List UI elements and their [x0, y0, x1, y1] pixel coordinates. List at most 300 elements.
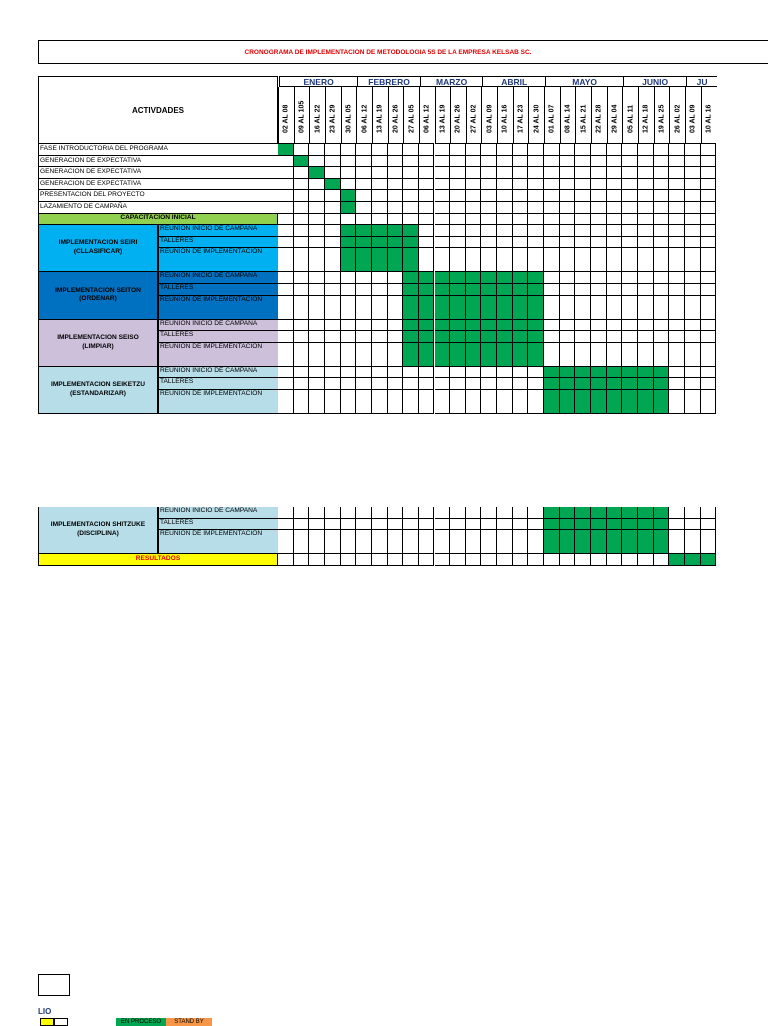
sub-activity-cell-14 — [497, 530, 513, 554]
activity-cell-14 — [497, 156, 513, 168]
activity-cell-7 — [388, 179, 404, 191]
week-24 — [654, 87, 670, 144]
sub-activity-cell-26 — [685, 284, 701, 296]
month-6: JU — [686, 76, 717, 87]
sub-activity-cell-25 — [669, 343, 685, 367]
sub-activity-cell-14 — [497, 390, 513, 414]
sub-activity-cell-8 — [403, 507, 419, 519]
activity-cell-4 — [341, 167, 357, 179]
sub-activity-cell-27 — [701, 507, 717, 519]
sub-activity-cell-13 — [481, 378, 497, 390]
phase-cell-3 — [325, 554, 341, 566]
sub-activity: TALLERES — [158, 284, 278, 296]
sub-activity-cell-14 — [497, 237, 513, 249]
sub-activity-cell-11 — [450, 320, 466, 332]
sub-activity-cell-4 — [341, 272, 357, 284]
sub-activity-cell-3 — [325, 530, 341, 554]
sub-activity-cell-7 — [388, 225, 404, 237]
activity-cell-8 — [403, 167, 419, 179]
sub-activity-cell-8 — [403, 343, 419, 367]
activity-cell-19 — [575, 144, 591, 156]
sub-activity-cell-6 — [372, 378, 388, 390]
sub-activity-cell-6 — [372, 331, 388, 343]
week-label: 27 AL 02 — [470, 104, 478, 133]
sub-activity-cell-22 — [622, 331, 638, 343]
activity-cell-0 — [278, 179, 294, 191]
activity-cell-11 — [450, 190, 466, 202]
sub-activity-cell-6 — [372, 237, 388, 249]
sub-activity-cell-14 — [497, 225, 513, 237]
sub-activity-cell-5 — [356, 507, 372, 519]
sub-activity-cell-18 — [560, 320, 576, 332]
sub-activity-cell-4 — [341, 296, 357, 320]
sub-activity-cell-11 — [450, 296, 466, 320]
sub-activity-cell-27 — [701, 367, 717, 379]
sub-activity-cell-9 — [419, 296, 435, 320]
sub-activity-cell-19 — [575, 225, 591, 237]
activity-cell-27 — [701, 144, 717, 156]
sub-activity-cell-15 — [513, 378, 529, 390]
activity-cell-19 — [575, 190, 591, 202]
sub-activity-cell-18 — [560, 378, 576, 390]
activity-cell-0 — [278, 167, 294, 179]
activity-cell-22 — [622, 144, 638, 156]
sub-activity-cell-10 — [435, 390, 451, 414]
activity-cell-26 — [685, 179, 701, 191]
sub-activity-cell-5 — [356, 296, 372, 320]
week-label: 27 AL 05 — [408, 104, 415, 133]
activity-cell-22 — [622, 202, 638, 214]
sub-activity-cell-6 — [372, 248, 388, 272]
phase-cell-8 — [403, 214, 419, 226]
sub-activity-cell-6 — [372, 367, 388, 379]
activity-cell-8 — [403, 156, 419, 168]
sub-activity-cell-12 — [466, 248, 482, 272]
phase-cell-1 — [294, 214, 310, 226]
sub-activity-cell-26 — [685, 507, 701, 519]
sub-activity-cell-8 — [403, 367, 419, 379]
activity-cell-13 — [481, 190, 497, 202]
phase-cell-11 — [450, 554, 466, 566]
week-22 — [622, 87, 638, 144]
sub-activity-cell-22 — [622, 320, 638, 332]
phase-label: IMPLEMENTACION SHITZUKE (DISCIPLINA) — [38, 507, 158, 554]
sub-activity-cell-16 — [528, 248, 544, 272]
phase-cell-4 — [341, 214, 357, 226]
week-label: 23 AL 29 — [329, 104, 337, 133]
sub-activity-cell-0 — [278, 367, 294, 379]
sub-activity-cell-22 — [622, 343, 638, 367]
activity-cell-5 — [356, 179, 372, 191]
activity-cell-14 — [497, 202, 513, 214]
sub-activity-cell-1 — [294, 367, 310, 379]
week-21 — [607, 87, 623, 144]
sub-activity-cell-6 — [372, 296, 388, 320]
activity-cell-4 — [341, 156, 357, 168]
sub-activity-cell-10 — [435, 530, 451, 554]
sub-activity-cell-17 — [544, 296, 560, 320]
sub-activity-cell-18 — [560, 343, 576, 367]
activity-cell-3 — [325, 167, 341, 179]
sub-activity-cell-21 — [607, 296, 623, 320]
sub-activity-cell-17 — [544, 519, 560, 531]
sub-activity-cell-18 — [560, 507, 576, 519]
phase-cell-10 — [435, 214, 451, 226]
sub-activity-cell-23 — [638, 367, 654, 379]
sub-activity-cell-20 — [591, 530, 607, 554]
sub-activity-cell-18 — [560, 390, 576, 414]
activity-cell-1 — [294, 202, 310, 214]
activity-cell-20 — [591, 167, 607, 179]
sub-activity-cell-0 — [278, 507, 294, 519]
sub-activity-cell-9 — [419, 507, 435, 519]
sub-activity-cell-27 — [701, 320, 717, 332]
sub-activity-cell-4 — [341, 507, 357, 519]
sub-activity-cell-14 — [497, 367, 513, 379]
sub-activity-cell-21 — [607, 507, 623, 519]
sub-activity-cell-4 — [341, 225, 357, 237]
activity-cell-1 — [294, 144, 310, 156]
sub-activity-cell-13 — [481, 507, 497, 519]
sub-activity-cell-26 — [685, 519, 701, 531]
sub-activity-cell-14 — [497, 343, 513, 367]
phase-cell-4 — [341, 554, 357, 566]
sub-activity-cell-14 — [497, 519, 513, 531]
sub-activity-cell-15 — [513, 343, 529, 367]
sub-activity: REUNION INICIO DE CAMPAÑA — [158, 367, 278, 379]
sub-activity-cell-15 — [513, 331, 529, 343]
sub-activity-cell-12 — [466, 296, 482, 320]
sub-activity-cell-0 — [278, 519, 294, 531]
activity-cell-18 — [560, 190, 576, 202]
sub-activity-cell-10 — [435, 367, 451, 379]
activity-cell-1 — [294, 167, 310, 179]
week-label: 20 AL 26 — [392, 104, 400, 133]
sub-activity-cell-21 — [607, 225, 623, 237]
sub-activity-cell-3 — [325, 507, 341, 519]
sub-activity-cell-27 — [701, 331, 717, 343]
activity-cell-27 — [701, 202, 717, 214]
sub-activity-cell-15 — [513, 367, 529, 379]
sub-activity-cell-13 — [481, 367, 497, 379]
sub-activity-cell-3 — [325, 519, 341, 531]
sub-activity-cell-20 — [591, 320, 607, 332]
activity-cell-23 — [638, 144, 654, 156]
sub-activity-cell-13 — [481, 237, 497, 249]
phase-cell-10 — [435, 554, 451, 566]
sub-activity-cell-12 — [466, 367, 482, 379]
sub-activity-cell-12 — [466, 390, 482, 414]
sub-activity-cell-0 — [278, 296, 294, 320]
activity-cell-22 — [622, 190, 638, 202]
phase-cell-5 — [356, 554, 372, 566]
activity-cell-7 — [388, 156, 404, 168]
sub-activity-cell-8 — [403, 378, 419, 390]
sub-activity-cell-15 — [513, 507, 529, 519]
sub-activity-cell-22 — [622, 284, 638, 296]
sub-activity: TALLERES — [158, 237, 278, 249]
sub-activity-cell-16 — [528, 272, 544, 284]
sub-activity-cell-0 — [278, 320, 294, 332]
activity-cell-20 — [591, 179, 607, 191]
activity-cell-17 — [544, 190, 560, 202]
sub-activity-cell-11 — [450, 367, 466, 379]
sub-activity-cell-4 — [341, 530, 357, 554]
week-7 — [388, 87, 404, 144]
sub-activity-cell-9 — [419, 331, 435, 343]
activity-cell-1 — [294, 190, 310, 202]
activity-cell-2 — [309, 156, 325, 168]
sub-activity-cell-0 — [278, 284, 294, 296]
sub-activity-cell-13 — [481, 248, 497, 272]
sub-activity-cell-22 — [622, 507, 638, 519]
activity-cell-11 — [450, 167, 466, 179]
activity-cell-9 — [419, 202, 435, 214]
sub-activity-cell-17 — [544, 343, 560, 367]
activity-cell-10 — [435, 156, 451, 168]
sub-activity-cell-7 — [388, 519, 404, 531]
phase-cell-2 — [309, 214, 325, 226]
activity-cell-16 — [528, 167, 544, 179]
sub-activity-cell-17 — [544, 248, 560, 272]
sub-activity-cell-4 — [341, 320, 357, 332]
sub-activity-cell-22 — [622, 272, 638, 284]
activity-cell-26 — [685, 167, 701, 179]
week-label: 22 AL 28 — [595, 104, 603, 133]
sub-activity-cell-19 — [575, 507, 591, 519]
sub-activity-cell-7 — [388, 331, 404, 343]
activity-cell-20 — [591, 202, 607, 214]
sub-activity-cell-15 — [513, 296, 529, 320]
activity-cell-3 — [325, 156, 341, 168]
sub-activity-cell-3 — [325, 390, 341, 414]
sub-activity-cell-12 — [466, 272, 482, 284]
sub-activity-cell-15 — [513, 320, 529, 332]
sub-activity-cell-3 — [325, 367, 341, 379]
activity-cell-8 — [403, 202, 419, 214]
sub-activity-cell-21 — [607, 248, 623, 272]
sub-activity-cell-3 — [325, 296, 341, 320]
sub-activity-cell-16 — [528, 331, 544, 343]
week-label: 03 AL 09 — [486, 104, 494, 133]
week-label: 26 AL 02 — [674, 104, 682, 133]
sub-activity-cell-17 — [544, 507, 560, 519]
phase-cell-9 — [419, 214, 435, 226]
sub-activity-cell-10 — [435, 225, 451, 237]
sub-activity-cell-5 — [356, 331, 372, 343]
phase-cell-6 — [372, 214, 388, 226]
activity-cell-11 — [450, 202, 466, 214]
activity-cell-13 — [481, 144, 497, 156]
activity-cell-5 — [356, 202, 372, 214]
activity-label: FASE INTRODUCTORIA DEL PROGRAMA — [38, 144, 278, 156]
phase-cell-12 — [466, 214, 482, 226]
week-13 — [481, 87, 497, 144]
sub-activity-cell-2 — [309, 237, 325, 249]
sub-activity: TALLERES — [158, 519, 278, 531]
week-1 — [294, 87, 310, 144]
activity-cell-17 — [544, 167, 560, 179]
sub-activity-cell-11 — [450, 343, 466, 367]
sub-activity-cell-0 — [278, 378, 294, 390]
sub-activity-cell-24 — [654, 378, 670, 390]
activity-cell-24 — [654, 179, 670, 191]
sub-activity-cell-4 — [341, 367, 357, 379]
sub-activity-cell-15 — [513, 237, 529, 249]
activity-cell-16 — [528, 202, 544, 214]
activity-cell-14 — [497, 179, 513, 191]
sub-activity-cell-16 — [528, 378, 544, 390]
sub-activity-cell-4 — [341, 343, 357, 367]
activity-cell-17 — [544, 156, 560, 168]
week-label: 08 AL 14 — [564, 104, 572, 133]
sub-activity-cell-5 — [356, 248, 372, 272]
sub-activity-cell-13 — [481, 390, 497, 414]
phase-cell-19 — [575, 214, 591, 226]
sub-activity-cell-22 — [622, 530, 638, 554]
sub-activity-cell-21 — [607, 378, 623, 390]
sub-activity-cell-9 — [419, 237, 435, 249]
month-4: MAYO — [545, 76, 623, 87]
activity-cell-21 — [607, 179, 623, 191]
sub-activity-cell-25 — [669, 272, 685, 284]
sub-activity-cell-10 — [435, 507, 451, 519]
activity-cell-19 — [575, 156, 591, 168]
activity-cell-12 — [466, 156, 482, 168]
sub-activity-cell-16 — [528, 296, 544, 320]
week-0 — [278, 87, 294, 144]
activity-cell-21 — [607, 190, 623, 202]
sub-activity-cell-24 — [654, 519, 670, 531]
sub-activity-cell-24 — [654, 343, 670, 367]
activity-cell-0 — [278, 202, 294, 214]
activity-cell-6 — [372, 202, 388, 214]
activity-label: GENERACION DE EXPECTATIVA — [38, 156, 278, 168]
sub-activity-cell-6 — [372, 225, 388, 237]
activity-cell-5 — [356, 167, 372, 179]
sub-activity-cell-5 — [356, 237, 372, 249]
activity-cell-26 — [685, 144, 701, 156]
activity-cell-6 — [372, 156, 388, 168]
sub-activity-cell-23 — [638, 237, 654, 249]
activity-cell-24 — [654, 190, 670, 202]
sub-activity-cell-11 — [450, 519, 466, 531]
sub-activity-cell-22 — [622, 367, 638, 379]
week-23 — [638, 87, 654, 144]
activity-cell-14 — [497, 167, 513, 179]
phase-cell-7 — [388, 214, 404, 226]
legend-swatch-yellow — [40, 1018, 54, 1026]
phase-cell-22 — [622, 554, 638, 566]
sub-activity: REUNION DE IMPLEMENTACION — [158, 296, 278, 320]
sub-activity-cell-1 — [294, 320, 310, 332]
phase-cell-11 — [450, 214, 466, 226]
sub-activity-cell-26 — [685, 378, 701, 390]
activity-label: PRESENTACION DEL PROYECTO — [38, 190, 278, 202]
sub-activity-cell-8 — [403, 530, 419, 554]
sub-activity-cell-17 — [544, 272, 560, 284]
sub-activity-cell-19 — [575, 320, 591, 332]
activity-cell-10 — [435, 179, 451, 191]
sub-activity-cell-24 — [654, 530, 670, 554]
sub-activity-cell-4 — [341, 248, 357, 272]
sub-activity-cell-26 — [685, 390, 701, 414]
sub-activity-cell-5 — [356, 378, 372, 390]
sub-activity-cell-22 — [622, 225, 638, 237]
sub-activity-cell-14 — [497, 272, 513, 284]
sub-activity: REUNION INICIO DE CAMPAÑA — [158, 272, 278, 284]
sub-activity-cell-12 — [466, 343, 482, 367]
activity-cell-6 — [372, 167, 388, 179]
sub-activity-cell-3 — [325, 272, 341, 284]
activity-cell-27 — [701, 190, 717, 202]
sub-activity-cell-25 — [669, 390, 685, 414]
phase-cell-13 — [481, 214, 497, 226]
phase-cell-17 — [544, 214, 560, 226]
activity-cell-26 — [685, 190, 701, 202]
sub-activity-cell-16 — [528, 367, 544, 379]
sub-activity-cell-1 — [294, 331, 310, 343]
sub-activity-cell-13 — [481, 530, 497, 554]
sub-activity-cell-17 — [544, 367, 560, 379]
sub-activity-cell-27 — [701, 272, 717, 284]
sub-activity-cell-7 — [388, 237, 404, 249]
legend-box — [38, 974, 70, 996]
week-label: 03 AL 09 — [689, 104, 697, 133]
phase-cell-18 — [560, 554, 576, 566]
week-11 — [450, 87, 466, 144]
sub-activity-cell-6 — [372, 320, 388, 332]
sub-activity-cell-0 — [278, 331, 294, 343]
sub-activity-cell-20 — [591, 331, 607, 343]
activity-cell-3 — [325, 179, 341, 191]
sub-activity-cell-6 — [372, 272, 388, 284]
sub-activity-cell-21 — [607, 390, 623, 414]
activity-cell-0 — [278, 190, 294, 202]
activity-cell-18 — [560, 167, 576, 179]
activity-cell-21 — [607, 144, 623, 156]
activity-cell-1 — [294, 179, 310, 191]
sub-activity-cell-4 — [341, 237, 357, 249]
activity-cell-12 — [466, 179, 482, 191]
sub-activity: REUNION INICIO DE CAMPAÑA — [158, 507, 278, 519]
sub-activity-cell-1 — [294, 248, 310, 272]
sub-activity-cell-25 — [669, 507, 685, 519]
sub-activity-cell-12 — [466, 378, 482, 390]
sub-activity-cell-20 — [591, 343, 607, 367]
sub-activity-cell-24 — [654, 284, 670, 296]
sub-activity-cell-26 — [685, 296, 701, 320]
sub-activity-cell-26 — [685, 343, 701, 367]
sub-activity-cell-4 — [341, 519, 357, 531]
sub-activity-cell-2 — [309, 320, 325, 332]
activity-cell-23 — [638, 167, 654, 179]
sub-activity-cell-14 — [497, 284, 513, 296]
sub-activity-cell-20 — [591, 367, 607, 379]
sub-activity-cell-17 — [544, 225, 560, 237]
activity-cell-13 — [481, 179, 497, 191]
sub-activity-cell-9 — [419, 343, 435, 367]
activity-cell-21 — [607, 167, 623, 179]
activity-cell-10 — [435, 202, 451, 214]
sub-activity-cell-24 — [654, 272, 670, 284]
sub-activity-cell-25 — [669, 378, 685, 390]
week-label: 05 AL 11 — [627, 104, 635, 133]
legend-stand-by: STAND BY — [166, 1018, 212, 1026]
sub-activity-cell-21 — [607, 343, 623, 367]
sub-activity-cell-22 — [622, 519, 638, 531]
week-label: 29 AL 04 — [611, 104, 619, 133]
